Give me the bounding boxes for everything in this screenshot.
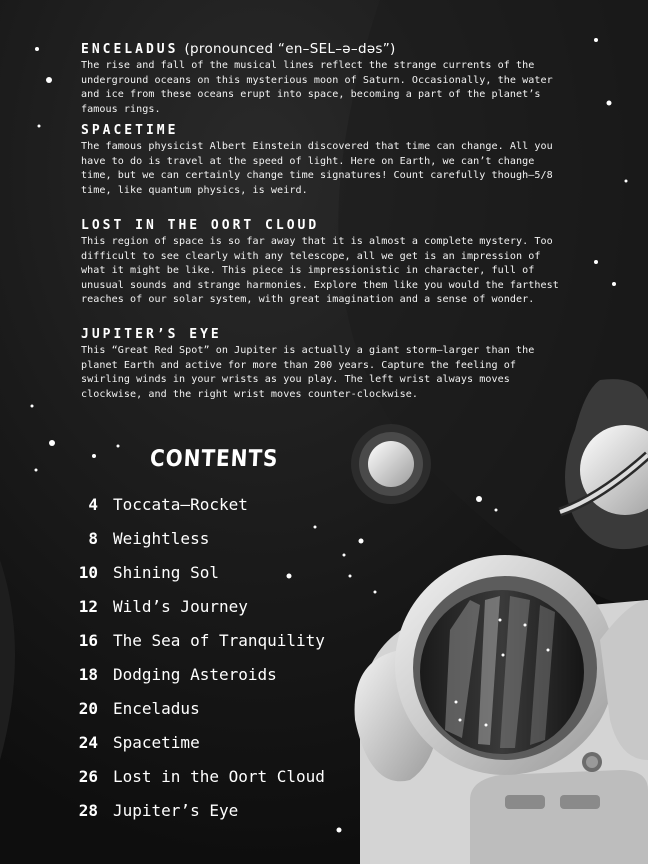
toc-page-number: 20 <box>78 698 98 718</box>
section-jupiters-eye <box>81 326 571 402</box>
section-pronunciation: (pronounced “en–SEL–ə–dəs”) <box>184 41 396 57</box>
toc-item[interactable] <box>60 555 360 589</box>
contents-title: CONTENTS <box>149 444 280 472</box>
toc-title: Spacetime <box>113 732 200 752</box>
toc-item[interactable] <box>60 487 360 521</box>
toc-page-number: 16 <box>78 630 98 650</box>
toc-item[interactable] <box>60 793 360 827</box>
toc-page-number: 26 <box>78 766 98 786</box>
toc-page-number: 12 <box>78 596 98 616</box>
toc-title: Dodging Asteroids <box>113 664 277 684</box>
section-oort-cloud <box>81 217 571 308</box>
section-heading: SPACETIME <box>81 123 179 138</box>
toc-page-number: 28 <box>78 800 98 820</box>
toc-title: Lost in the Oort Cloud <box>113 766 325 786</box>
toc-item[interactable] <box>60 623 360 657</box>
toc-item[interactable] <box>60 691 360 725</box>
toc-title: Shining Sol <box>113 562 219 582</box>
section-enceladus <box>81 41 571 117</box>
table-of-contents <box>60 487 360 827</box>
toc-page-number: 18 <box>78 664 98 684</box>
toc-page-number: 4 <box>88 494 98 514</box>
section-heading: JUPITER’S EYE <box>81 327 222 342</box>
toc-title: Enceladus <box>113 698 200 718</box>
toc-item[interactable] <box>60 521 360 555</box>
toc-title: Toccata–Rocket <box>113 494 248 514</box>
toc-item[interactable] <box>60 657 360 691</box>
toc-title: Weightless <box>113 528 210 548</box>
section-heading: ENCELADUS (pronounced “en–SEL–ə–dəs”) <box>81 41 396 57</box>
section-body: This region of space is so far away that it is almost a complete mystery. Too difficult to see clearly with any telescope, all we get is an impression of what it might be like. This piece is impressionistic in character, full of unusual sounds and strange harmonies. Explore them like you would the farthest reaches of our solar system, with great imagination and a sense of wonder. <box>81 236 559 306</box>
section-body: This “Great Red Spot” on Jupiter is actually a giant storm—larger than the planet Earth and active for more than 200 years. Capture the feeling of swirling winds in your wrists as you play. The left wrist always moves clockwise, and the right wrist moves counter-clockwise. <box>81 345 535 400</box>
section-heading: LOST IN THE OORT CLOUD <box>81 218 320 233</box>
moon-illustration <box>351 424 431 504</box>
toc-title: Jupiter’s Eye <box>113 800 239 820</box>
toc-page-number: 8 <box>88 528 98 548</box>
section-body: The famous physicist Albert Einstein discovered that time can change. All you have to do is travel at the speed of light. Here on Earth, we can’t change time, but we can certainly change time signatures! Count carefully though—5/8 time, like quantum physics, is weird. <box>81 141 553 196</box>
toc-item[interactable] <box>60 725 360 759</box>
section-body: The rise and fall of the musical lines reflect the strange currents of the underground oceans on this mysterious moon of Saturn. Occasionally, the water and ice from these oceans erupt into space, becoming a part of the planet’s famous rings. <box>81 60 553 115</box>
toc-page-number: 24 <box>78 732 98 752</box>
toc-page-number: 10 <box>78 562 98 582</box>
toc-item[interactable] <box>60 589 360 623</box>
toc-title: The Sea of Tranquility <box>113 630 325 650</box>
section-spacetime <box>81 122 571 198</box>
toc-item[interactable] <box>60 759 360 793</box>
toc-title: Wild’s Journey <box>113 596 248 616</box>
